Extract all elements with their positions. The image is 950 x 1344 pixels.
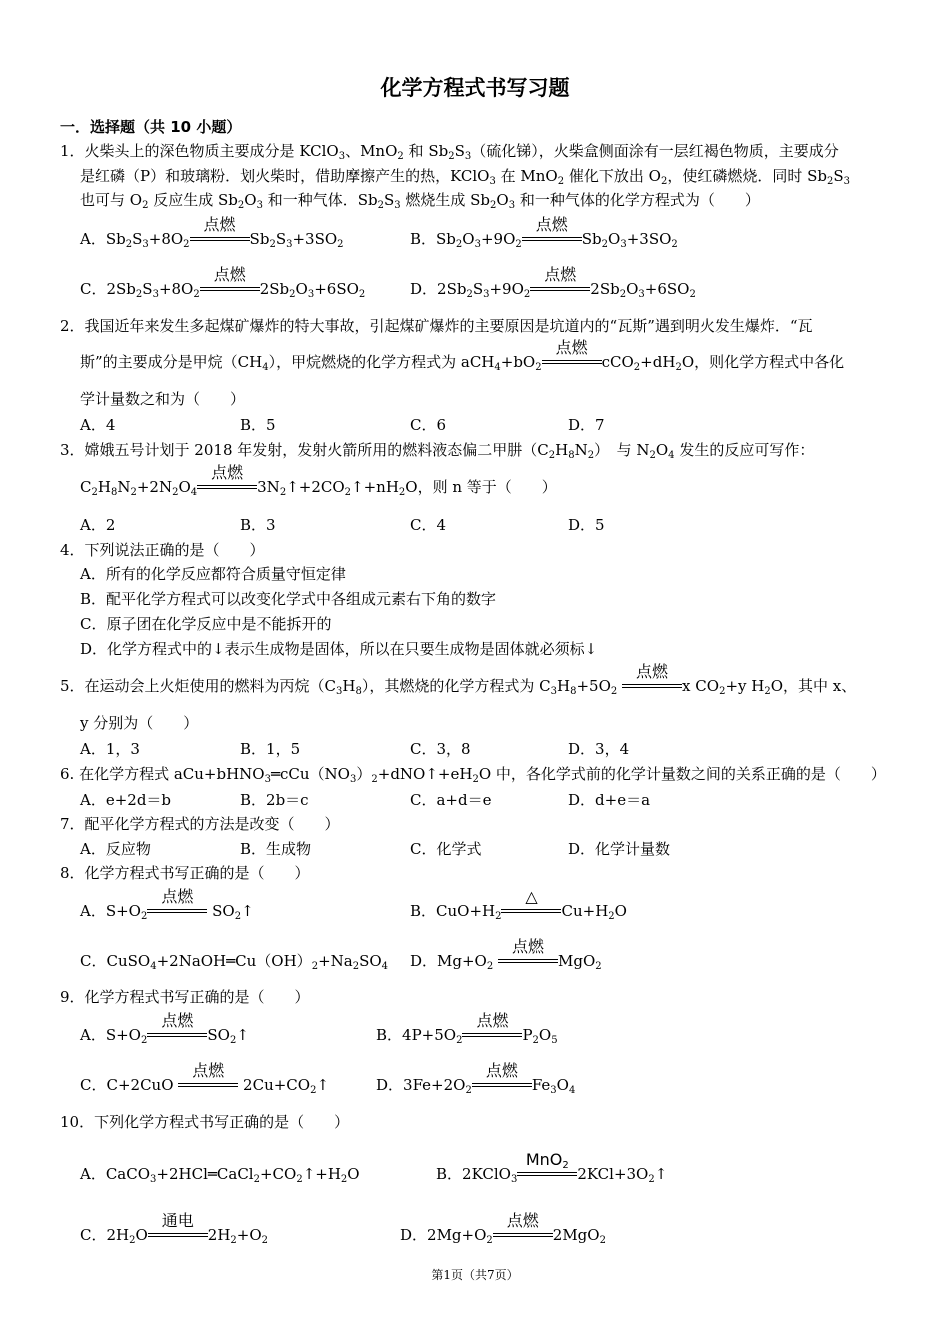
q5-stem-line2: y 分别为（ ）: [80, 714, 199, 732]
q5-option-a[interactable]: A．1，3: [80, 740, 140, 758]
q4-option-b[interactable]: B．配平化学方程式可以改变化学式中各组成元素右下角的数字: [80, 590, 497, 608]
ignite-condition: 点燃: [493, 1226, 553, 1240]
q3-option-b[interactable]: B．3: [240, 516, 276, 534]
ignite-condition: 点燃: [190, 230, 250, 244]
q8-stem: 8．化学方程式书写正确的是（ ）: [60, 864, 310, 882]
q3-option-d[interactable]: D．5: [568, 516, 605, 534]
q3-option-a[interactable]: A．2: [80, 516, 116, 534]
q3-stem-line2: $C_2H_8N_2+2N_2O_4$ 点燃 $3N_2↑+2CO_2↑+nH_2O$，则 n 等于（ ）: [80, 463, 557, 498]
q7-stem: 7．配平化学方程式的方法是改变（ ）: [60, 815, 340, 833]
ignite-condition: 点燃: [530, 280, 590, 294]
q6-option-c[interactable]: C．a+d＝e: [410, 791, 492, 809]
q10-option-a[interactable]: A．$CaCO_3+2HCl═CaCl_2+CO_2↑+H_2O$: [80, 1165, 360, 1185]
q6-option-b[interactable]: B．2b＝c: [240, 791, 309, 809]
q9-stem: 9．化学方程式书写正确的是（ ）: [60, 988, 310, 1006]
ignite-condition: 点燃: [542, 353, 602, 367]
q4-option-c[interactable]: C．原子团在化学反应中是不能拆开的: [80, 615, 332, 633]
q1-stem-line1: 1．火柴头上的深色物质主要成分是 KClO$_3$、MnO$_2$ 和 $Sb_2S_3$（硫化锑），火柴盒侧面涂有一层红褐色物质，主要成分: [60, 142, 839, 162]
q1-stem-line2: 是红磷（P）和玻璃粉．划火柴时，借助摩擦产生的热，KClO$_3$ 在 MnO$_2$ 催化下放出 $O_2$，使红磷燃烧．同时 $Sb_2S_3$: [80, 167, 850, 187]
q7-option-a[interactable]: A．反应物: [80, 840, 151, 858]
q2-stem-line3: 学计量数之和为（ ）: [80, 390, 246, 408]
q9-option-a[interactable]: A．$S+O_2$ 点燃 $SO_2↑$: [80, 1011, 249, 1046]
q3-option-c[interactable]: C．4: [410, 516, 447, 534]
q1-option-a[interactable]: A．$Sb_2S_3+8O_2$ 点燃 $Sb_2S_3+3SO_2$: [80, 215, 344, 250]
q1-option-c[interactable]: C．$2Sb_2S_3+8O_2$ 点燃 $2Sb_2O_3+6SO_2$: [80, 265, 366, 300]
q5-option-d[interactable]: D．3，4: [568, 740, 630, 758]
q2-option-a[interactable]: A．4: [80, 416, 116, 434]
q2-option-b[interactable]: B．5: [240, 416, 276, 434]
q1-stem-line3: 也可与 $O_2$ 反应生成 $Sb_2O_3$ 和一种气体．$Sb_2S_3$ 燃烧生成 $Sb_2O_3$ 和一种气体的化学方程式为（ ）: [80, 191, 760, 211]
q10-option-c[interactable]: C．$2H_2O$ 通电 $2H_2+O_2$: [80, 1211, 269, 1246]
ignite-condition: 点燃: [462, 1026, 522, 1040]
q9-option-d[interactable]: D．$3Fe+2O_2$ 点燃 $Fe_3O_4$: [376, 1061, 576, 1096]
page-title: 化学方程式书写习题: [380, 76, 570, 100]
q3-stem-line1: 3．嫦娥五号计划于 2018 年发射，发射火箭所用的燃料液态偏二甲肼$(C_2H_8N_2)$ 与 $N_2O_4$ 发生的反应可写作：: [60, 441, 815, 461]
q8-option-c[interactable]: C．$CuSO_4+2NaOH═Cu(OH)_2+Na_2SO_4$: [80, 952, 389, 972]
ignite-condition: 点燃: [178, 1076, 238, 1090]
electric-condition: 通电: [148, 1226, 208, 1240]
q7-option-d[interactable]: D．化学计量数: [568, 840, 671, 858]
page-footer: 第1页（共7页）: [431, 1268, 519, 1282]
ignite-condition: 点燃: [472, 1076, 532, 1090]
heat-condition: △: [501, 902, 561, 916]
q10-option-d[interactable]: D．$2Mg+O_2$ 点燃 2MgO$_2$: [400, 1211, 606, 1246]
q10-stem: 10．下列化学方程式书写正确的是（ ）: [60, 1113, 350, 1131]
q2-option-c[interactable]: C．6: [410, 416, 447, 434]
q6-option-a[interactable]: A．e+2d＝b: [80, 791, 172, 809]
ignite-condition: 点燃: [197, 478, 257, 492]
q2-option-d[interactable]: D．7: [568, 416, 605, 434]
q5-stem-line1: 5．在运动会上火炬使用的燃料为丙烷$(C_3H_8)$，其燃烧的化学方程式为 $C_3H_8+5O_2$ 点燃 x $CO_2+y$ $H_2O$，其中 x、: [60, 662, 857, 697]
mno2-condition: MnO$_2$: [517, 1165, 577, 1179]
q8-option-b[interactable]: B．$CuO+H_2$ △ $Cu+H_2O$: [410, 887, 627, 922]
ignite-condition: 点燃: [622, 677, 682, 691]
q5-option-c[interactable]: C．3，8: [410, 740, 471, 758]
q6-option-d[interactable]: D．d+e＝a: [568, 791, 651, 809]
q6-stem: 6. 在化学方程式 $aCu+bHNO_3═cCu(NO_3)_2+dNO↑+eH_2O$ 中，各化学式前的化学计量数之间的关系正确的是（ ）: [60, 765, 886, 785]
q9-option-b[interactable]: B．$4P+5O_2$ 点燃 $P_2O_5$: [376, 1011, 558, 1046]
q1-option-b[interactable]: B．$Sb_2O_3+9O_2$ 点燃 $Sb_2O_3+3SO_2$: [410, 215, 678, 250]
q10-option-b[interactable]: B．2KClO$_3$ MnO$_2$ $2KCl+3O_2↑$: [436, 1150, 668, 1185]
q1-option-d[interactable]: D．$2Sb_2S_3+9O_2$ 点燃 $2Sb_2O_3+6SO_2$: [410, 265, 696, 300]
q9-option-c[interactable]: C．C+2CuO 点燃 $2Cu+CO_2↑$: [80, 1061, 330, 1096]
q8-option-d[interactable]: D．$Mg+O_2$ 点燃 MgO$_2$: [410, 937, 602, 972]
ignite-condition: 点燃: [522, 230, 582, 244]
q4-option-d[interactable]: D．化学方程式中的↓表示生成物是固体，所以在只要生成物是固体就必须标↓: [80, 640, 598, 658]
ignite-condition: 点燃: [147, 902, 207, 916]
q4-stem: 4．下列说法正确的是（ ）: [60, 541, 265, 559]
q7-option-c[interactable]: C．化学式: [410, 840, 482, 858]
ignite-condition: 点燃: [147, 1026, 207, 1040]
section-heading: 一．选择题（共 10 小题）: [60, 118, 242, 136]
q7-option-b[interactable]: B．生成物: [240, 840, 312, 858]
q5-option-b[interactable]: B．1，5: [240, 740, 301, 758]
ignite-condition: 点燃: [498, 952, 558, 966]
q2-stem-line1: 2．我国近年来发生多起煤矿爆炸的特大事故，引起煤矿爆炸的主要原因是坑道内的“瓦斯”遇到明火发生爆炸．“瓦: [60, 317, 813, 335]
ignite-condition: 点燃: [200, 280, 260, 294]
q2-stem-line2: 斯”的主要成分是甲烷$(CH_4)$，甲烷燃烧的化学方程式为 $aCH_4+bO_2$ 点燃 $cCO_2+dH_2O$，则化学方程式中各化: [80, 338, 845, 373]
q8-option-a[interactable]: A．$S+O_2$ 点燃 $SO_2↑$: [80, 887, 254, 922]
q4-option-a[interactable]: A．所有的化学反应都符合质量守恒定律: [80, 565, 346, 583]
